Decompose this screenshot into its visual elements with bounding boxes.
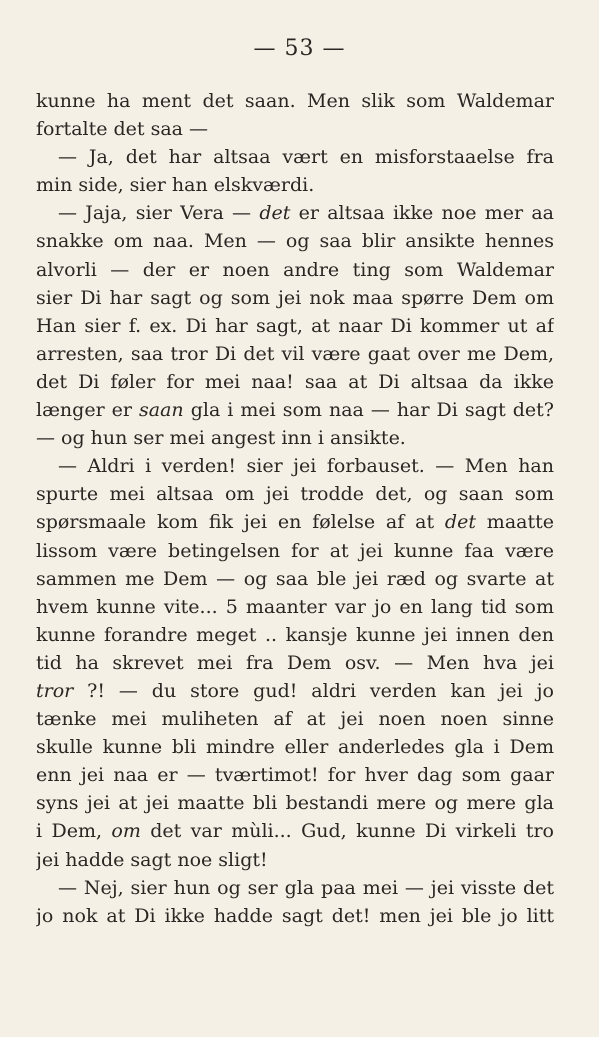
text-line: længer er saan gla i mei som naa — har Di sagt det? (36, 399, 554, 422)
text-line: Han sier f. ex. Di har sagt, at naar Di kommer ut af (36, 314, 554, 337)
text-line: hvem kunne vite... 5 maanter var jo en lang tid som (36, 595, 554, 618)
text-line: kunne ha ment det saan. Men slik som Waldemar (36, 90, 554, 112)
text-line: spurte mei altsaa om jei trodde det, og saan som (36, 483, 554, 506)
text-line: enn jei naa er — tværtimot! for hver dag som gaar (36, 764, 554, 787)
text-line: — Aldri i verden! sier jei forbauset. — Men han (58, 455, 554, 478)
text-line: — Jaja, sier Vera — det er altsaa ikke noe mer aa (58, 202, 554, 225)
text-line: i Dem, om det var mùli... Gud, kunne Di virkeli tro (36, 820, 554, 843)
text-line: tænke mei muliheten af at jei noen noen sinne (36, 708, 554, 731)
text-line: alvorli — der er noen andre ting som Waldemar (36, 258, 554, 281)
text-line: min side, sier han elskværdi. (36, 174, 315, 197)
emphasis: det (259, 202, 291, 225)
text-line: det Di føler for mei naa! saa at Di altsaa da ikke (36, 370, 554, 393)
text-line: syns jei at jei maatte bli bestandi mere og mere gla (36, 792, 554, 815)
text-line: — Nej, sier hun og ser gla paa mei — jei visste det (58, 876, 554, 899)
text-line: sier Di har sagt og som jei nok maa spørre Dem om (36, 286, 554, 309)
emphasis: om (111, 820, 141, 843)
emphasis: det (444, 511, 476, 534)
page-number: — 53 — (253, 36, 346, 61)
text-line: snakke om naa. Men — og saa blir ansikte hennes (36, 230, 554, 253)
text-line: spørsmaale kom fik jei en følelse af at det maatte (36, 511, 554, 534)
text-line: — Ja, det har altsaa vært en misforstaaelse fra (58, 146, 554, 169)
text-line: jo nok at Di ikke hadde sagt det! men jei ble jo litt (36, 904, 554, 927)
body-text (36, 87, 554, 930)
text-line: sammen me Dem — og saa ble jei ræd og svarte at (36, 567, 554, 590)
text-line: kunne forandre meget .. kansje kunne jei innen den (36, 623, 554, 646)
text-line: fortalte det saa — (36, 118, 209, 141)
text-line: tid ha skrevet mei fra Dem osv. — Men hva jei (36, 651, 554, 674)
text-line: skulle kunne bli mindre eller anderledes gla i Dem (36, 736, 554, 759)
text-line: lissom være betingelsen for at jei kunne faa være (36, 539, 554, 562)
emphasis: tror (36, 679, 74, 702)
text-line: — og hun ser mei angest inn i ansikte. (36, 427, 406, 450)
text-line: arresten, saa tror Di det vil være gaat over me Dem, (36, 342, 554, 365)
text-line: jei hadde sagt noe sligt! (36, 848, 268, 871)
text-line: tror ?! — du store gud! aldri verden kan jei jo (36, 679, 554, 702)
emphasis: saan (139, 399, 184, 422)
